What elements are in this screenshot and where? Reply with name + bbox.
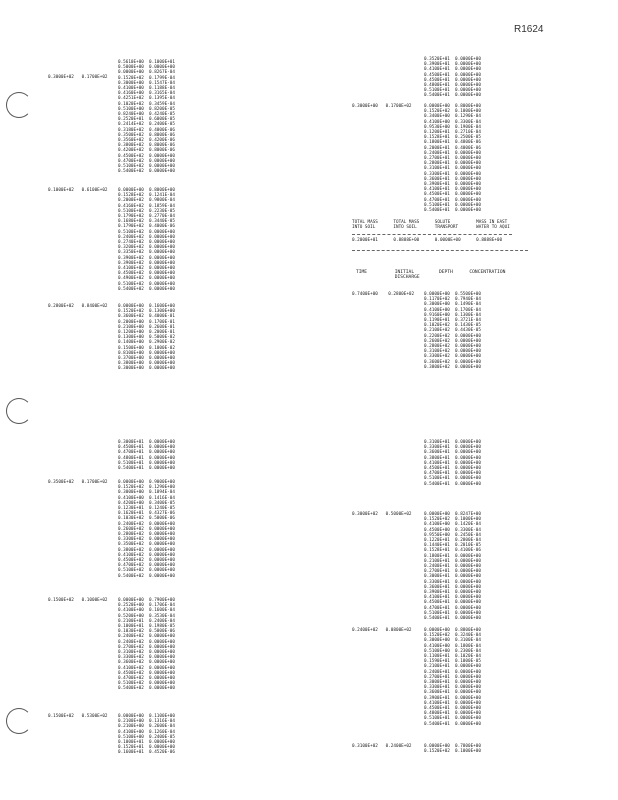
mass-summary-values: 0.2000E+01 0.8888E+00 0.0000E+00 0.8888E+00 [352,238,503,243]
row-label-i: 0.2400E+02 0.0800E+02 [352,628,412,633]
punch-hole-3 [6,708,32,734]
data-block-3: 0.0000E+00 0.1600E+00 0.1520E+02 0.1300E+00 0.3600E+02 0.4000E-01 0.2000E+00 0.1700E-01 0.2100E+00 0.2600E-01 0.1200E+00 0.2000E-01 0.1300E+00 0.5000E-02 0.1400E+00 0.2900E-02 0.1500E+00 0.1000E-02 0.8100E+00 0.0000E+00 0.3700E+00 0.0000E+00 0.3800E+00 0.0000E+00 0.3000E+00 0.0000E+00 [118,304,175,372]
row-label-f: 0.1500E+02 0.1000E+02 [48,598,108,603]
row-label-e: 0.3500E+02 0.1700E+02 [48,480,108,485]
punch-hole-1 [6,92,32,118]
mass-summary-header: TOTAL MASS TOTAL MASS SOLUTE MASS IN EAST INTO SOIL INTO SOIL TRANSPORT WATER TO AQUI [352,220,510,231]
summary-rule [352,250,528,251]
data-block-13: 0.0000E+00 0.8800E+00 0.1520E+02 0.3240E-04 0.3000E+00 0.3100E-04 0.4100E+00 0.1800E-04 0.5100E+00 0.2300E-04 0.1100E+01 0.1020E-04 0.1590E+01 0.1000E-05 0.2100E+01 0.0000E+00 0.2400E+01 0.0000E+00 0.2700E+01 0.0000E+00 0.3000E+01 0.0000E+00 0.3300E+01 0.0000E+00 0.3600E+01 0.0000E+00 0.3900E+01 0.0000E+00 0.4100E+01 0.0000E+00 0.4500E+01 0.0000E+00 0.4800E+01 0.0000E+00 0.5100E+01 0.0000E+00 0.5400E+01 0.0000E+00 [424,628,481,727]
row-label-d: 0.3000E+02 0.5000E+02 [352,512,412,517]
data-block-6: 0.0000E+00 0.7900E+00 0.2520E+00 0.1706E-04 0.4100E+00 0.1600E-04 0.5200E+00 0.3530E-04 0.2100E+01 0.2400E-04 0.1000E+01 0.1980E-05 0.1030E+02 0.5000E-06 0.2400E+02 0.0000E+00 0.2400E+02 0.0000E+00 0.2700E+02 0.0000E+00 0.3100E+02 0.0000E+00 0.3300E+02 0.0000E+00 0.3600E+02 0.0000E+00 0.4100E+02 0.0000E+00 0.4500E+02 0.0000E+00 0.4700E+02 0.0000E+00 0.5100E+02 0.0000E+00 0.5400E+02 0.0000E+00 [118,598,175,692]
data-block-14: 0.0000E+00 0.7800E+00 0.1520E+02 0.1000E+00 [424,744,481,755]
concentration-table-header: TIME INITIAL DEPTH CONCENTRATION DISCHARGE [356,270,506,280]
table2-first-row-label: 0.7400E+00 0.2800E+02 [352,292,415,297]
data-block-11: 0.3100E+01 0.0000E+00 0.3300E+01 0.0000E+00 0.3600E+01 0.0000E+00 0.3800E+01 0.0000E+00 0.4100E+01 0.0000E+00 0.4500E+01 0.0000E+00 0.4700E+01 0.0000E+00 0.5100E+01 0.0000E+00 0.5400E+01 0.0000E+00 [424,440,481,487]
data-block-9: 0.0000E+00 0.8000E+00 0.1520E+02 0.1000E+00 0.3400E+00 0.1290E-04 0.4100E+00 0.3300E-04 0.9530E+00 0.1900E-04 0.1200E+01 0.2710E-04 0.1528E+01 0.2500E-05 0.1800E+01 0.4800E-06 0.2000E+01 0.4000E-06 0.2400E+01 0.0000E+00 0.2700E+01 0.0000E+00 0.2800E+01 0.0000E+00 0.3100E+01 0.0000E+00 0.3300E+01 0.0000E+00 0.3600E+01 0.0000E+00 0.3900E+01 0.0000E+00 0.4100E+01 0.0000E+00 0.4500E+01 0.0000E+00 0.4700E+01 0.0000E+00 0.5100E+01 0.0000E+00 0.5400E+01 0.0000E+00 [424,104,481,214]
data-block-4: 0.3000E+01 0.0000E+00 0.4500E+01 0.0000E+00 0.4700E+01 0.0000E+00 0.4800E+01 0.0000E+00 0.5100E+01 0.0000E+00 0.5400E+01 0.0000E+00 [118,440,175,472]
row-label-c: 0.2800E+02 0.8400E+02 [48,304,108,309]
row-label-b: 0.1000E+02 0.6100E+02 [48,188,108,193]
data-block-2: 0.0000E+00 0.8000E+00 0.1528E+02 0.1241E-04 0.2000E+02 0.9800E-04 0.4160E+02 0.1859E-04 0.5100E+02 0.2230E-05 0.1790E+02 0.2770E-04 0.1680E+02 0.3440E-05 0.1790E+02 0.4000E-06 0.5100E+02 0.0000E+00 0.2400E+02 0.0000E+00 0.2740E+02 0.0000E+00 0.3200E+02 0.0000E+00 0.3350E+02 0.0000E+00 0.3900E+02 0.0000E+00 0.3900E+02 0.0000E+00 0.4100E+02 0.0000E+00 0.4500E+02 0.0000E+00 0.4900E+02 0.0000E+00 0.5100E+02 0.0000E+00 0.5400E+02 0.0000E+00 [118,188,175,292]
row-label-a: 0.3000E+02 0.1700E+02 [48,75,108,80]
data-block-7: 0.0000E+00 0.1100E+00 0.2100E+00 0.1316E-04 0.2100E+00 0.2600E-04 0.4100E+00 0.1260E-04 0.5100E+00 0.2400E-05 0.1000E+01 0.0000E+00 0.1520E+01 0.0000E+00 0.1600E+01 0.4520E-06 [118,714,175,756]
data-block-5: 0.0000E+00 0.9000E+00 0.1520E+02 0.1290E+00 0.3000E+00 0.1094E-04 0.4100E+00 0.1416E-04 0.4200E+00 0.3400E-05 0.1230E+01 0.1240E-05 0.1620E+01 0.4327E-06 0.1030E+02 0.5000E-06 0.2400E+02 0.0000E+00 0.2600E+02 0.0000E+00 0.2800E+02 0.0000E+00 0.3300E+02 0.0000E+00 0.3500E+02 0.0000E+00 0.3800E+02 0.0000E+00 0.4100E+02 0.0000E+00 0.4500E+02 0.0000E+00 0.4700E+02 0.0000E+00 0.5100E+02 0.0000E+00 0.5400E+02 0.0000E+00 [118,480,175,579]
row-label-g: 0.1500E+02 0.5300E+02 [48,714,108,719]
summary-divider [352,234,512,235]
data-block-1: 0.5610E+00 0.1000E+01 0.5000E+00 0.0000E+00 0.0000E+00 0.8267E-04 0.1520E+02 0.1799E-04 0.3000E+00 0.1547E-04 0.4100E+00 0.1188E-04 0.4160E+00 0.3165E-04 0.4251E+02 0.1395E-04 0.1020E+02 0.3459E-04 0.5100E+00 0.8200E-05 0.8240E+00 0.4240E-05 0.2520E+01 0.6000E-05 0.2414E+02 0.2400E-05 0.3180E+02 0.4000E-06 0.3500E+02 0.8000E-06 0.3560E+02 0.4200E-06 0.3800E+02 0.8000E-06 0.4200E+02 0.8000E-06 0.4500E+02 0.0000E+00 0.4700E+02 0.0000E+00 0.5100E+02 0.0000E+00 0.5400E+02 0.0000E+00 [118,60,175,175]
row-label-h: 0.3000E+00 0.1700E+02 [352,104,412,109]
page-id: R1624 [514,24,544,35]
row-label-j: 0.3100E+02 0.2400E+02 [352,744,412,749]
data-block-8: 0.3520E+01 0.0000E+00 0.3900E+01 0.0000E+00 0.4100E+01 0.0000E+00 0.4500E+01 0.0000E+00 0.4500E+01 0.0000E+00 0.4800E+01 0.0000E+00 0.5100E+01 0.0000E+00 0.5400E+01 0.0000E+00 [424,57,481,99]
punch-hole-2 [6,398,32,424]
data-block-12: 0.0000E+00 0.8247E+00 0.1520E+02 0.1000E+00 0.4100E+00 0.1420E-04 0.4500E+00 0.3300E-04 0.9550E+00 0.2450E-04 0.1220E+01 0.2800E-04 0.1440E+01 0.2010E-05 0.1528E+01 0.4100E-06 0.1800E+01 0.0000E+00 0.2100E+01 0.0000E+00 0.2400E+01 0.0000E+00 0.2700E+01 0.0000E+00 0.3000E+01 0.0000E+00 0.3300E+01 0.0000E+00 0.3600E+01 0.0000E+00 0.3900E+01 0.0000E+00 0.4100E+01 0.0000E+00 0.4500E+01 0.0000E+00 0.4700E+01 0.0000E+00 0.5100E+01 0.0000E+00 0.5400E+01 0.0000E+00 [424,512,481,622]
data-block-10: 0.0000E+00 0.5500E+00 0.1170E+02 0.7940E-04 0.3000E+00 0.1490E-04 0.4100E+00 0.1700E-04 0.9160E+00 0.1300E-04 0.1190E+01 0.3721E-04 0.1020E+02 0.1430E-05 0.2100E+02 0.4430E-05 0.2200E+02 0.0000E+00 0.2600E+02 0.0000E+00 0.2800E+02 0.0000E+00 0.3100E+02 0.0000E+00 0.3300E+02 0.0000E+00 0.3600E+02 0.0000E+00 0.3800E+02 0.0000E+00 [424,292,481,370]
